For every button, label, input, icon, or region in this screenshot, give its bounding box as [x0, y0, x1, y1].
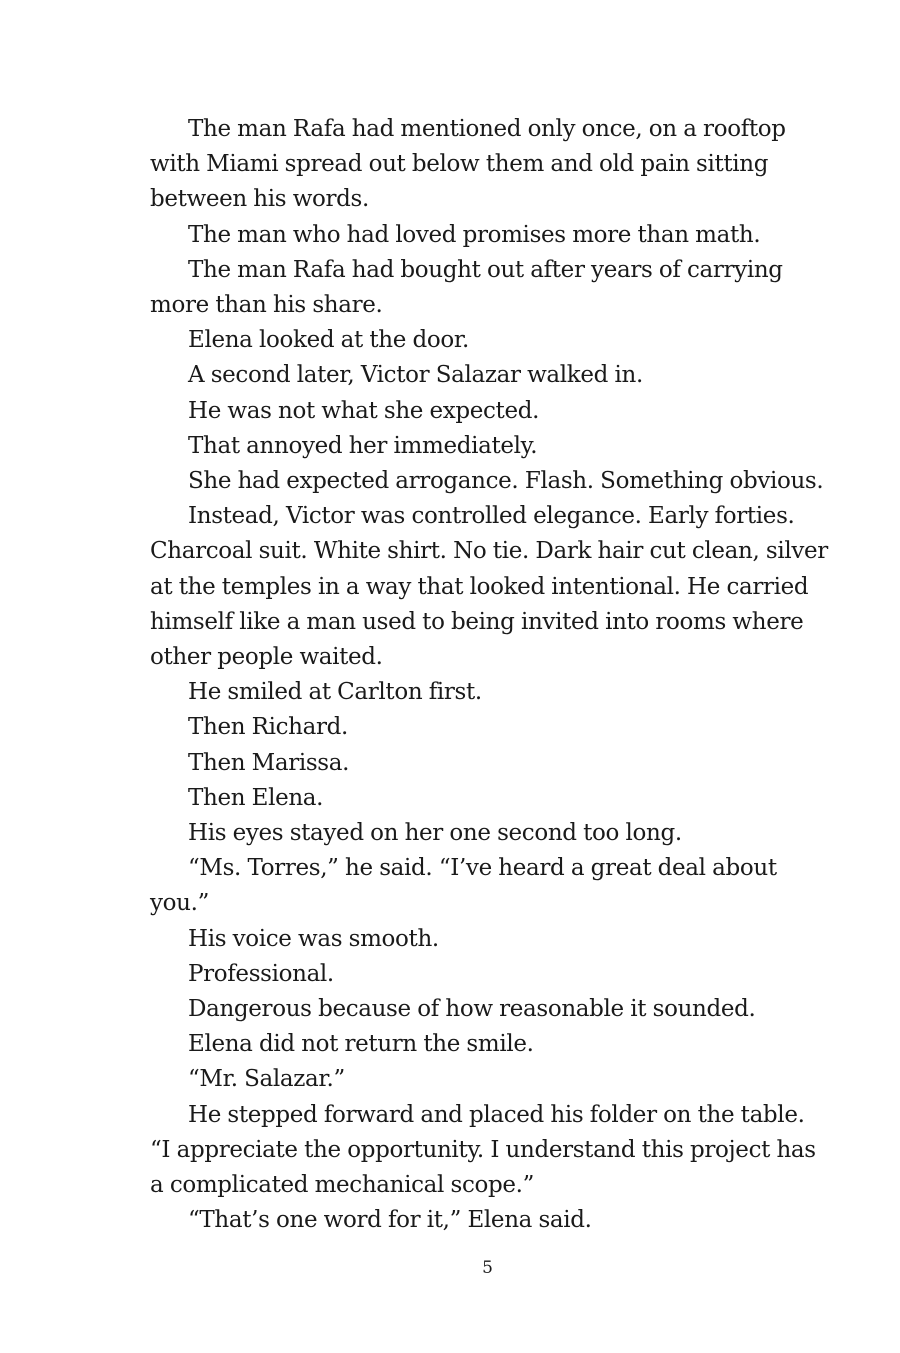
paragraph: “That’s one word for it,” Elena said. — [188, 1207, 592, 1234]
paragraph: He was not what she expected. — [188, 397, 540, 424]
paragraph: The man Rafa had mentioned only once, on a rooftop with Miami spread out below them and old pain sitting between his words. — [150, 116, 786, 213]
paragraph: Then Richard. — [188, 714, 348, 741]
paragraph: Then Marissa. — [188, 749, 350, 776]
body-text — [150, 112, 830, 1239]
paragraph: The man Rafa had bought out after years of carrying more than his share. — [150, 256, 783, 319]
paragraph: Elena looked at the door. — [188, 327, 469, 354]
paragraph: She had expected arrogance. Flash. Something obvious. — [188, 468, 824, 495]
paragraph: “Mr. Salazar.” — [188, 1066, 345, 1093]
paragraph: A second later, Victor Salazar walked in. — [188, 362, 643, 389]
paragraph: Professional. — [188, 960, 334, 987]
paragraph: He smiled at Carlton first. — [188, 679, 482, 706]
paragraph: Instead, Victor was controlled elegance. Early forties. Charcoal suit. White shirt. No tie. Dark hair cut clean, silver at the temples in a way that looked intentional. He carried himself like a man used to being invited into rooms where other people waited. — [150, 503, 828, 671]
paragraph: Then Elena. — [188, 784, 324, 811]
paragraph: His voice was smooth. — [188, 925, 439, 952]
paragraph: That annoyed her immediately. — [188, 432, 538, 459]
paragraph: “Ms. Torres,” he said. “I’ve heard a great deal about you.” — [150, 855, 777, 917]
page-number: 5 — [482, 1258, 493, 1278]
paragraph: Dangerous because of how reasonable it sounded. — [188, 996, 756, 1023]
paragraph: Elena did not return the smile. — [188, 1031, 534, 1058]
paragraph: His eyes stayed on her one second too long. — [188, 820, 682, 847]
paragraph: The man who had loved promises more than math. — [188, 221, 761, 248]
paragraph: He stepped forward and placed his folder on the table. “I appreciate the opportunity. I understand this project has a complicated mechanical scope.” — [150, 1101, 816, 1199]
